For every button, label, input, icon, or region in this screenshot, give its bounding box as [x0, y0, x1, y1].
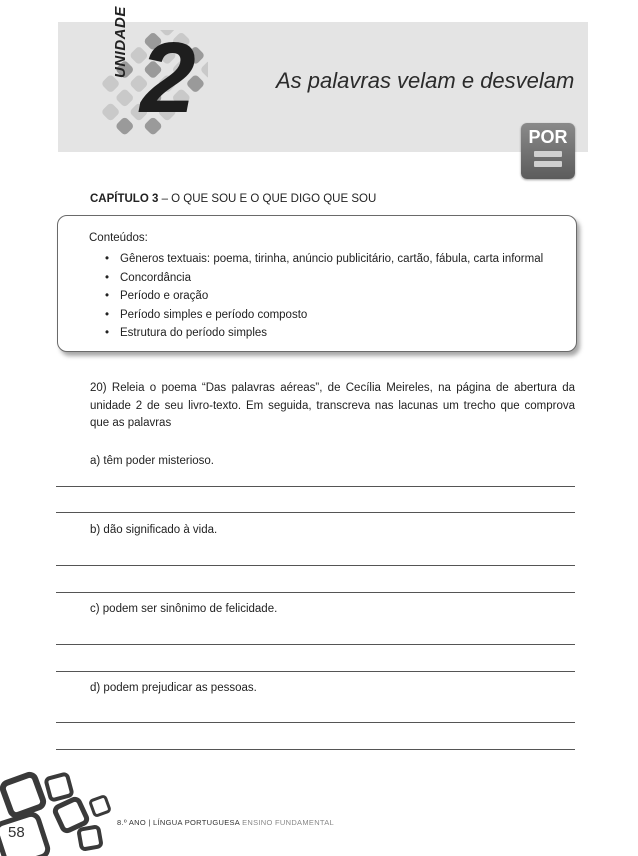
- footer-grade: 8.º ANO | LÍNGUA PORTUGUESA: [117, 818, 240, 827]
- subject-badge: [521, 123, 575, 179]
- chapter-label: CAPÍTULO 3: [90, 193, 159, 205]
- contents-list: [89, 250, 543, 343]
- list-item: • Gêneros textuais: poema, tirinha, anúncio publicitário, cartão, fábula, carta informal: [89, 250, 543, 269]
- answer-line[interactable]: [56, 671, 575, 672]
- badge-bar-icon: [534, 161, 562, 167]
- footer-level: ENSINO FUNDAMENTAL: [242, 818, 335, 827]
- list-item: • Concordância: [89, 269, 543, 288]
- answer-line[interactable]: [56, 486, 575, 487]
- subject-badge-label: POR: [528, 127, 568, 147]
- answer-line[interactable]: [56, 592, 575, 593]
- unit-number: 2: [140, 22, 196, 134]
- question-item-a: a) têm poder misterioso.: [90, 455, 214, 467]
- answer-line[interactable]: [56, 722, 575, 723]
- question-item-c: c) podem ser sinônimo de felicidade.: [90, 603, 278, 615]
- badge-bar-icon: [534, 151, 562, 157]
- chapter-heading: [90, 193, 376, 205]
- answer-line[interactable]: [56, 565, 575, 566]
- answer-line[interactable]: [56, 749, 575, 750]
- footer-text: [117, 818, 334, 827]
- list-item: • Estrutura do período simples: [89, 324, 543, 343]
- answer-line[interactable]: [56, 512, 575, 513]
- answer-line[interactable]: [56, 644, 575, 645]
- question-item-d: d) podem prejudicar as pessoas.: [90, 682, 257, 694]
- decorative-squares-icon: [0, 758, 120, 856]
- contents-box: [57, 215, 577, 352]
- unit-title: As palavras velam e desvelam: [276, 68, 575, 93]
- question-text: 20) Releia o poema “Das palavras aéreas”, de Cecília Meireles, na página de abertura da unidade 2 de seu livro-texto. Em seguida, transcreva nas lacunas um trecho que comprova que as palavras: [90, 382, 575, 429]
- chapter-title: – O QUE SOU E O QUE DIGO QUE SOU: [158, 193, 377, 205]
- contents-title: Conteúdos:: [89, 232, 148, 244]
- question-item-b: b) dão significado à vida.: [90, 524, 218, 536]
- list-item: • Período e oração: [89, 287, 543, 306]
- unit-word: UNIDADE: [112, 6, 129, 78]
- page-number: 58: [8, 824, 25, 841]
- list-item: • Período simples e período composto: [89, 306, 543, 325]
